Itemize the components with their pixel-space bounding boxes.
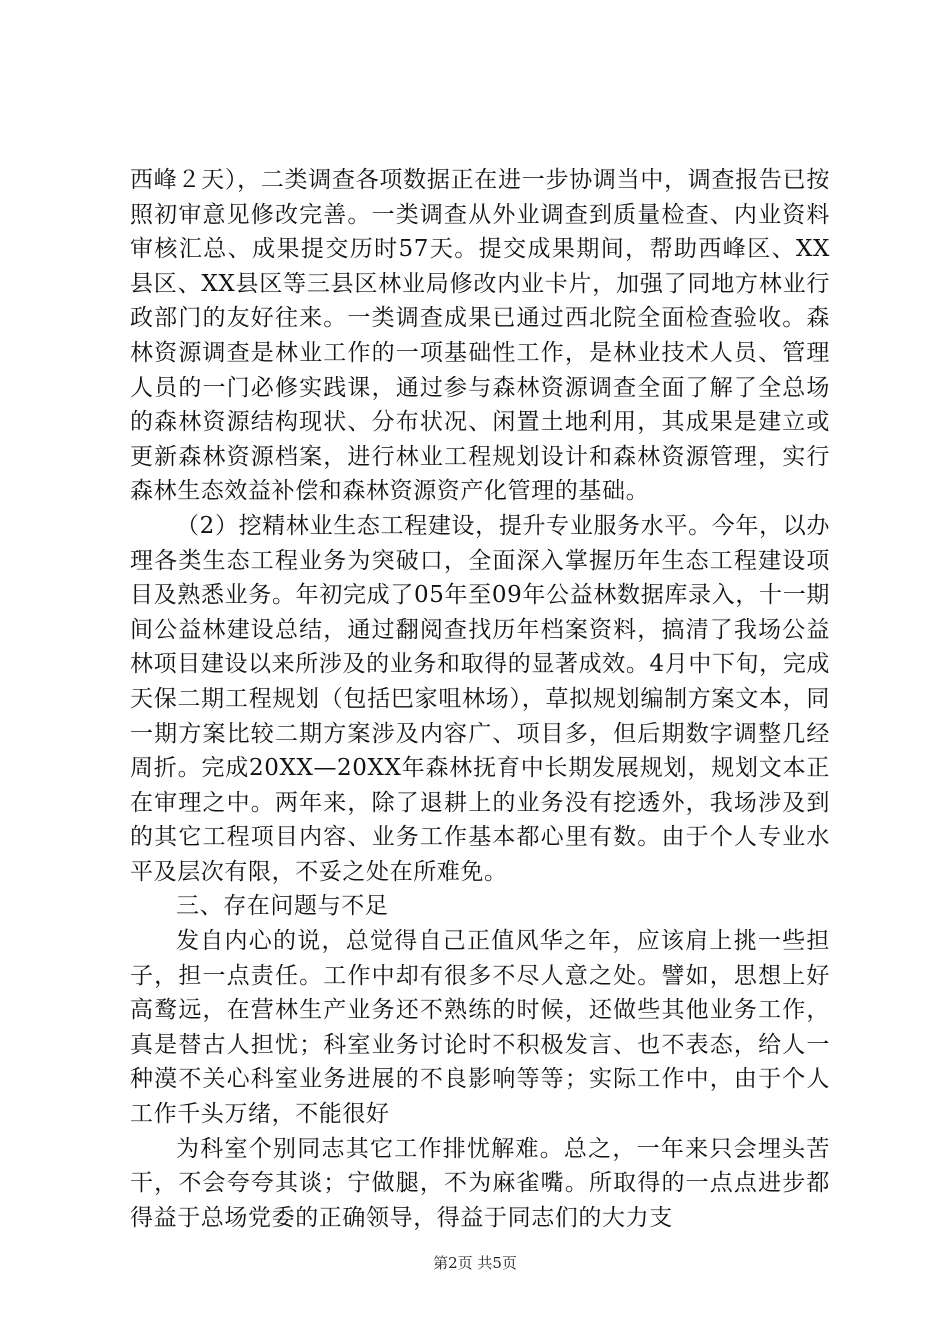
paragraph-forest-survey: 西峰２天），二类调查各项数据正在进一步协调当中，调查报告已按照初审意见修改完善。一类调查从外业调查到质量检查、内业资料审核汇总、成果提交历时57天。提交成果期间，帮助西峰区、XX县区、XX县区等三县区林业局修改内业卡片，加强了同地方林业行政部门的友好往来。一类调查成果已通过西北院全面检查验收。森林资源调查是林业工作的一项基础性工作，是林业技术人员、管理人员的一门必修实践课，通过参与森林资源调查全面了解了全总场的森林资源结构现状、分布状况、闲置土地利用，其成果是建立或更新森林资源档案，进行林业工程规划设计和森林资源管理，实行森林生态效益补偿和森林资源资产化管理的基础。 bbox=[130, 167, 830, 505]
page-number-footer: 第2页 共5页 bbox=[433, 1254, 517, 1272]
paragraph-shortcomings: 发自内心的说，总觉得自己正值风华之年，应该肩上挑一些担子，担一点责任。工作中却有很多不尽人意之处。譬如，思想上好高鹜远，在营林生产业务还不熟练的时候，还做些其他业务工作，真是替古人担忧；科室业务讨论时不积极发言、也不表态，给人一种漠不关心科室业务进展的不良影响等等；实际工作中，由于个人工作千头万绪，不能很好 bbox=[130, 928, 830, 1128]
paragraph-ecological-projects: （2）挖精林业生态工程建设，提升专业服务水平。今年，以办理各类生态工程业务为突破口，全面深入掌握历年生态工程建设项目及熟悉业务。年初完成了05年至09年公益林数据库录入，十一期间公益林建设总结，通过翻阅查找历年档案资料，搞清了我场公益林项目建设以来所涉及的业务和取得的显著成效。4月中下旬，完成天保二期工程规划（包括巴家咀林场），草拟规划编制方案文本，同一期方案比较二期方案涉及内容广、项目多，但后期数字调整几经周折。完成20XX—20XX年森林抚育中长期发展规划，规划文本正在审理之中。两年来，除了退耕上的业务没有挖透外，我场涉及到的其它工程项目内容、业务工作基本都心里有数。由于个人专业水平及层次有限，不妥之处在所难免。 bbox=[130, 512, 830, 885]
paragraph-summary: 为科室个别同志其它工作排忧解难。总之，一年来只会埋头苦干，不会夸夸其谈；宁做腿，不为麻雀嘴。所取得的一点点进步都得益于总场党委的正确领导，得益于同志们的大力支 bbox=[130, 1135, 830, 1231]
document-body bbox=[130, 163, 830, 1235]
section-heading-problems: 三、存在问题与不足 bbox=[176, 893, 389, 920]
